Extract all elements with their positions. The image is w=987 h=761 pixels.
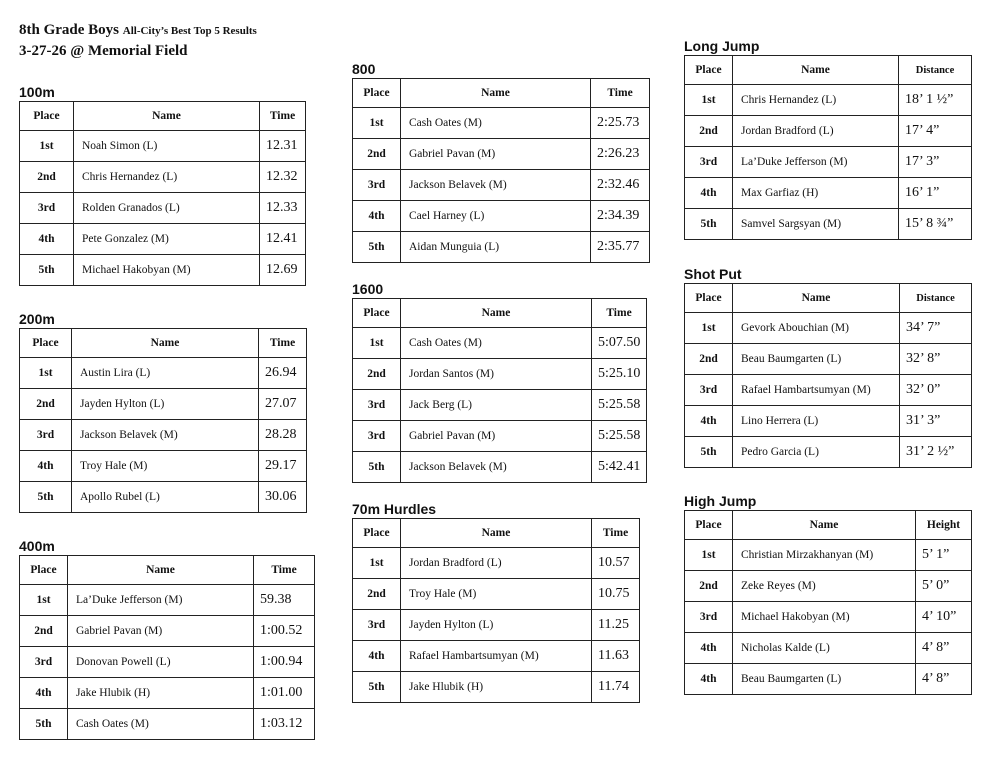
place-cell: 4th: [685, 633, 733, 664]
event-title: High Jump: [684, 493, 757, 509]
place-cell: 2nd: [685, 571, 733, 602]
event-title: Shot Put: [684, 266, 742, 282]
athlete-name-cell: Lino Herrera (L): [733, 406, 900, 437]
results-table: [19, 328, 307, 513]
athlete-name-cell: Jayden Hylton (L): [401, 610, 592, 641]
place-cell: 1st: [685, 313, 733, 344]
athlete-name-cell: Cash Oates (M): [68, 709, 254, 740]
athlete-name-cell: Jackson Belavek (M): [72, 420, 259, 451]
athlete-name-cell: Beau Baumgarten (L): [733, 664, 916, 695]
mark-cell: 15’ 8 ¾”: [899, 209, 972, 240]
place-cell: 3rd: [353, 390, 401, 421]
table-row: [20, 255, 306, 286]
table-header-row: [353, 519, 640, 548]
table-row: [685, 571, 972, 602]
mark-cell: 28.28: [259, 420, 307, 451]
mark-cell: 30.06: [259, 482, 307, 513]
place-cell: 2nd: [20, 162, 74, 193]
results-table: [684, 55, 972, 240]
mark-cell: 4’ 8”: [916, 633, 972, 664]
place-cell: 2nd: [20, 616, 68, 647]
event-title: 800: [352, 61, 376, 77]
athlete-name-cell: Michael Hakobyan (M): [733, 602, 916, 633]
mark-cell: 5’ 0”: [916, 571, 972, 602]
athlete-name-cell: Jordan Bradford (L): [401, 548, 592, 579]
athlete-name-cell: Gabriel Pavan (M): [401, 139, 591, 170]
place-cell: 4th: [353, 201, 401, 232]
place-cell: 1st: [20, 585, 68, 616]
athlete-name-cell: Troy Hale (M): [72, 451, 259, 482]
athlete-name-cell: Aidan Munguia (L): [401, 232, 591, 263]
table-row: [685, 633, 972, 664]
athlete-name-cell: Pete Gonzalez (M): [74, 224, 260, 255]
event-shot-put: [684, 266, 972, 468]
place-cell: 4th: [685, 178, 733, 209]
place-cell: 1st: [685, 540, 733, 571]
athlete-name-cell: Jackson Belavek (M): [401, 170, 591, 201]
event-200m: [19, 311, 307, 513]
table-row: [20, 482, 307, 513]
event-400m: [19, 538, 315, 740]
mark-cell: 31’ 3”: [900, 406, 972, 437]
event-70m-hurdles: [352, 501, 640, 703]
table-row: [685, 344, 972, 375]
place-cell: 1st: [20, 358, 72, 389]
athlete-name-cell: Donovan Powell (L): [68, 647, 254, 678]
column-header-name: Name: [401, 79, 591, 108]
athlete-name-cell: Jackson Belavek (M): [401, 452, 592, 483]
place-cell: 1st: [353, 548, 401, 579]
athlete-name-cell: Samvel Sargsyan (M): [733, 209, 899, 240]
mark-cell: 12.33: [260, 193, 306, 224]
table-row: [20, 358, 307, 389]
mark-cell: 2:26.23: [591, 139, 650, 170]
header-subtitle: All-City’s Best Top 5 Results: [122, 25, 257, 37]
place-cell: 5th: [20, 709, 68, 740]
mark-cell: 5:42.41: [592, 452, 647, 483]
results-table: [684, 283, 972, 468]
table-header-row: [685, 56, 972, 85]
table-row: [20, 420, 307, 451]
place-cell: 4th: [685, 664, 733, 695]
table-header-row: [685, 511, 972, 540]
table-row: [20, 585, 315, 616]
column-header-place: Place: [685, 56, 733, 85]
table-row: [353, 579, 640, 610]
table-row: [20, 131, 306, 162]
table-row: [353, 232, 650, 263]
mark-cell: 2:34.39: [591, 201, 650, 232]
athlete-name-cell: Jack Berg (L): [401, 390, 592, 421]
mark-cell: 1:00.94: [254, 647, 315, 678]
athlete-name-cell: Rafael Hambartsumyan (M): [401, 641, 592, 672]
athlete-name-cell: Christian Mirzakhanyan (M): [733, 540, 916, 571]
athlete-name-cell: Chris Hernandez (L): [74, 162, 260, 193]
mark-cell: 12.31: [260, 131, 306, 162]
column-header-distance: Distance: [899, 56, 972, 85]
mark-cell: 4’ 8”: [916, 664, 972, 695]
column-header-name: Name: [74, 102, 260, 131]
place-cell: 5th: [353, 452, 401, 483]
table-header-row: [20, 102, 306, 131]
column-header-height: Height: [916, 511, 972, 540]
mark-cell: 11.74: [592, 672, 640, 703]
event-100m: [19, 84, 306, 286]
table-row: [353, 421, 647, 452]
table-row: [685, 375, 972, 406]
athlete-name-cell: Gevork Abouchian (M): [733, 313, 900, 344]
mark-cell: 29.17: [259, 451, 307, 482]
place-cell: 2nd: [20, 389, 72, 420]
column-header-time: Time: [591, 79, 650, 108]
mark-cell: 27.07: [259, 389, 307, 420]
mark-cell: 10.57: [592, 548, 640, 579]
mark-cell: 16’ 1”: [899, 178, 972, 209]
place-cell: 5th: [20, 482, 72, 513]
table-row: [685, 209, 972, 240]
event-title: 100m: [19, 84, 55, 100]
table-row: [20, 451, 307, 482]
mark-cell: 5:07.50: [592, 328, 647, 359]
event-title: 200m: [19, 311, 55, 327]
athlete-name-cell: Jayden Hylton (L): [72, 389, 259, 420]
column-header-place: Place: [20, 329, 72, 358]
place-cell: 3rd: [353, 610, 401, 641]
athlete-name-cell: Apollo Rubel (L): [72, 482, 259, 513]
column-header-name: Name: [733, 56, 899, 85]
athlete-name-cell: Beau Baumgarten (L): [733, 344, 900, 375]
mark-cell: 5:25.58: [592, 421, 647, 452]
athlete-name-cell: Max Garfiaz (H): [733, 178, 899, 209]
mark-cell: 5:25.58: [592, 390, 647, 421]
mark-cell: 32’ 0”: [900, 375, 972, 406]
column-header-place: Place: [685, 511, 733, 540]
table-row: [353, 108, 650, 139]
table-header-row: [20, 329, 307, 358]
table-row: [685, 664, 972, 695]
athlete-name-cell: Gabriel Pavan (M): [401, 421, 592, 452]
table-row: [353, 170, 650, 201]
event-800: [352, 61, 650, 263]
athlete-name-cell: Cash Oates (M): [401, 108, 591, 139]
mark-cell: 5:25.10: [592, 359, 647, 390]
results-table: [352, 78, 650, 263]
place-cell: 3rd: [20, 647, 68, 678]
event-title: 70m Hurdles: [352, 501, 437, 517]
table-row: [353, 452, 647, 483]
column-header-time: Time: [592, 299, 647, 328]
place-cell: 5th: [20, 255, 74, 286]
table-row: [20, 193, 306, 224]
athlete-name-cell: Jordan Santos (M): [401, 359, 592, 390]
document-header: [19, 20, 257, 61]
athlete-name-cell: Gabriel Pavan (M): [68, 616, 254, 647]
event-title: Long Jump: [684, 38, 760, 54]
place-cell: 1st: [20, 131, 74, 162]
table-row: [353, 672, 640, 703]
place-cell: 4th: [20, 678, 68, 709]
place-cell: 3rd: [353, 170, 401, 201]
table-row: [685, 406, 972, 437]
table-header-row: [353, 79, 650, 108]
mark-cell: 11.63: [592, 641, 640, 672]
header-line-1: [19, 20, 257, 41]
mark-cell: 31’ 2 ½”: [900, 437, 972, 468]
table-row: [685, 313, 972, 344]
mark-cell: 12.41: [260, 224, 306, 255]
results-table: [352, 298, 647, 483]
place-cell: 2nd: [353, 579, 401, 610]
mark-cell: 34’ 7”: [900, 313, 972, 344]
athlete-name-cell: Jake Hlubik (H): [401, 672, 592, 703]
table-header-row: [353, 299, 647, 328]
mark-cell: 1:00.52: [254, 616, 315, 647]
table-row: [353, 548, 640, 579]
mark-cell: 1:01.00: [254, 678, 315, 709]
column-header-name: Name: [733, 511, 916, 540]
place-cell: 2nd: [685, 344, 733, 375]
event-1600: [352, 281, 647, 483]
mark-cell: 2:35.77: [591, 232, 650, 263]
table-row: [353, 359, 647, 390]
athlete-name-cell: Noah Simon (L): [74, 131, 260, 162]
column-header-time: Time: [254, 556, 315, 585]
meet-info: 3-27-26 @ Memorial Field: [19, 43, 188, 59]
results-table: [19, 555, 315, 740]
place-cell: 2nd: [353, 139, 401, 170]
column-header-place: Place: [685, 284, 733, 313]
athlete-name-cell: La’Duke Jefferson (M): [733, 147, 899, 178]
place-cell: 4th: [685, 406, 733, 437]
table-row: [20, 224, 306, 255]
mark-cell: 18’ 1 ½”: [899, 85, 972, 116]
table-row: [353, 641, 640, 672]
table-row: [20, 616, 315, 647]
column-header-place: Place: [20, 102, 74, 131]
table-row: [20, 647, 315, 678]
place-cell: 2nd: [685, 116, 733, 147]
mark-cell: 26.94: [259, 358, 307, 389]
place-cell: 2nd: [353, 359, 401, 390]
table-row: [685, 437, 972, 468]
results-table: [352, 518, 640, 703]
athlete-name-cell: Rolden Granados (L): [74, 193, 260, 224]
event-high-jump: [684, 493, 972, 695]
place-cell: 5th: [685, 209, 733, 240]
table-row: [685, 178, 972, 209]
event-title: 400m: [19, 538, 55, 554]
event-long-jump: [684, 38, 972, 240]
place-cell: 1st: [685, 85, 733, 116]
place-cell: 3rd: [353, 421, 401, 452]
place-cell: 3rd: [20, 420, 72, 451]
table-row: [353, 201, 650, 232]
athlete-name-cell: Troy Hale (M): [401, 579, 592, 610]
athlete-name-cell: Jake Hlubik (H): [68, 678, 254, 709]
athlete-name-cell: Cael Harney (L): [401, 201, 591, 232]
header-title: 8th Grade Boys: [19, 22, 120, 38]
results-table: [19, 101, 306, 286]
table-row: [20, 678, 315, 709]
table-row: [685, 540, 972, 571]
table-row: [353, 390, 647, 421]
athlete-name-cell: Pedro Garcia (L): [733, 437, 900, 468]
table-row: [20, 709, 315, 740]
column-header-name: Name: [733, 284, 900, 313]
table-row: [685, 85, 972, 116]
table-row: [20, 162, 306, 193]
table-row: [685, 147, 972, 178]
athlete-name-cell: Michael Hakobyan (M): [74, 255, 260, 286]
place-cell: 4th: [353, 641, 401, 672]
athlete-name-cell: Cash Oates (M): [401, 328, 592, 359]
mark-cell: 17’ 3”: [899, 147, 972, 178]
results-table: [684, 510, 972, 695]
mark-cell: 12.32: [260, 162, 306, 193]
mark-cell: 12.69: [260, 255, 306, 286]
mark-cell: 10.75: [592, 579, 640, 610]
mark-cell: 17’ 4”: [899, 116, 972, 147]
mark-cell: 59.38: [254, 585, 315, 616]
mark-cell: 1:03.12: [254, 709, 315, 740]
column-header-time: Time: [592, 519, 640, 548]
column-header-time: Time: [260, 102, 306, 131]
athlete-name-cell: Jordan Bradford (L): [733, 116, 899, 147]
column-header-place: Place: [20, 556, 68, 585]
mark-cell: 2:32.46: [591, 170, 650, 201]
place-cell: 3rd: [685, 602, 733, 633]
column-header-name: Name: [68, 556, 254, 585]
column-header-name: Name: [72, 329, 259, 358]
athlete-name-cell: La’Duke Jefferson (M): [68, 585, 254, 616]
athlete-name-cell: Zeke Reyes (M): [733, 571, 916, 602]
place-cell: 5th: [353, 232, 401, 263]
column-header-time: Time: [259, 329, 307, 358]
place-cell: 5th: [685, 437, 733, 468]
place-cell: 3rd: [685, 147, 733, 178]
mark-cell: 2:25.73: [591, 108, 650, 139]
mark-cell: 11.25: [592, 610, 640, 641]
place-cell: 1st: [353, 328, 401, 359]
table-header-row: [685, 284, 972, 313]
table-header-row: [20, 556, 315, 585]
column-header-place: Place: [353, 299, 401, 328]
column-header-distance: Distance: [900, 284, 972, 313]
mark-cell: 32’ 8”: [900, 344, 972, 375]
athlete-name-cell: Chris Hernandez (L): [733, 85, 899, 116]
table-row: [685, 602, 972, 633]
place-cell: 4th: [20, 451, 72, 482]
athlete-name-cell: Nicholas Kalde (L): [733, 633, 916, 664]
event-title: 1600: [352, 281, 384, 297]
table-row: [353, 610, 640, 641]
place-cell: 1st: [353, 108, 401, 139]
column-header-place: Place: [353, 519, 401, 548]
mark-cell: 4’ 10”: [916, 602, 972, 633]
athlete-name-cell: Rafael Hambartsumyan (M): [733, 375, 900, 406]
table-row: [353, 328, 647, 359]
place-cell: 3rd: [20, 193, 74, 224]
place-cell: 5th: [353, 672, 401, 703]
column-header-name: Name: [401, 519, 592, 548]
table-row: [353, 139, 650, 170]
athlete-name-cell: Austin Lira (L): [72, 358, 259, 389]
mark-cell: 5’ 1”: [916, 540, 972, 571]
table-row: [685, 116, 972, 147]
place-cell: 3rd: [685, 375, 733, 406]
table-row: [20, 389, 307, 420]
column-header-name: Name: [401, 299, 592, 328]
column-header-place: Place: [353, 79, 401, 108]
place-cell: 4th: [20, 224, 74, 255]
